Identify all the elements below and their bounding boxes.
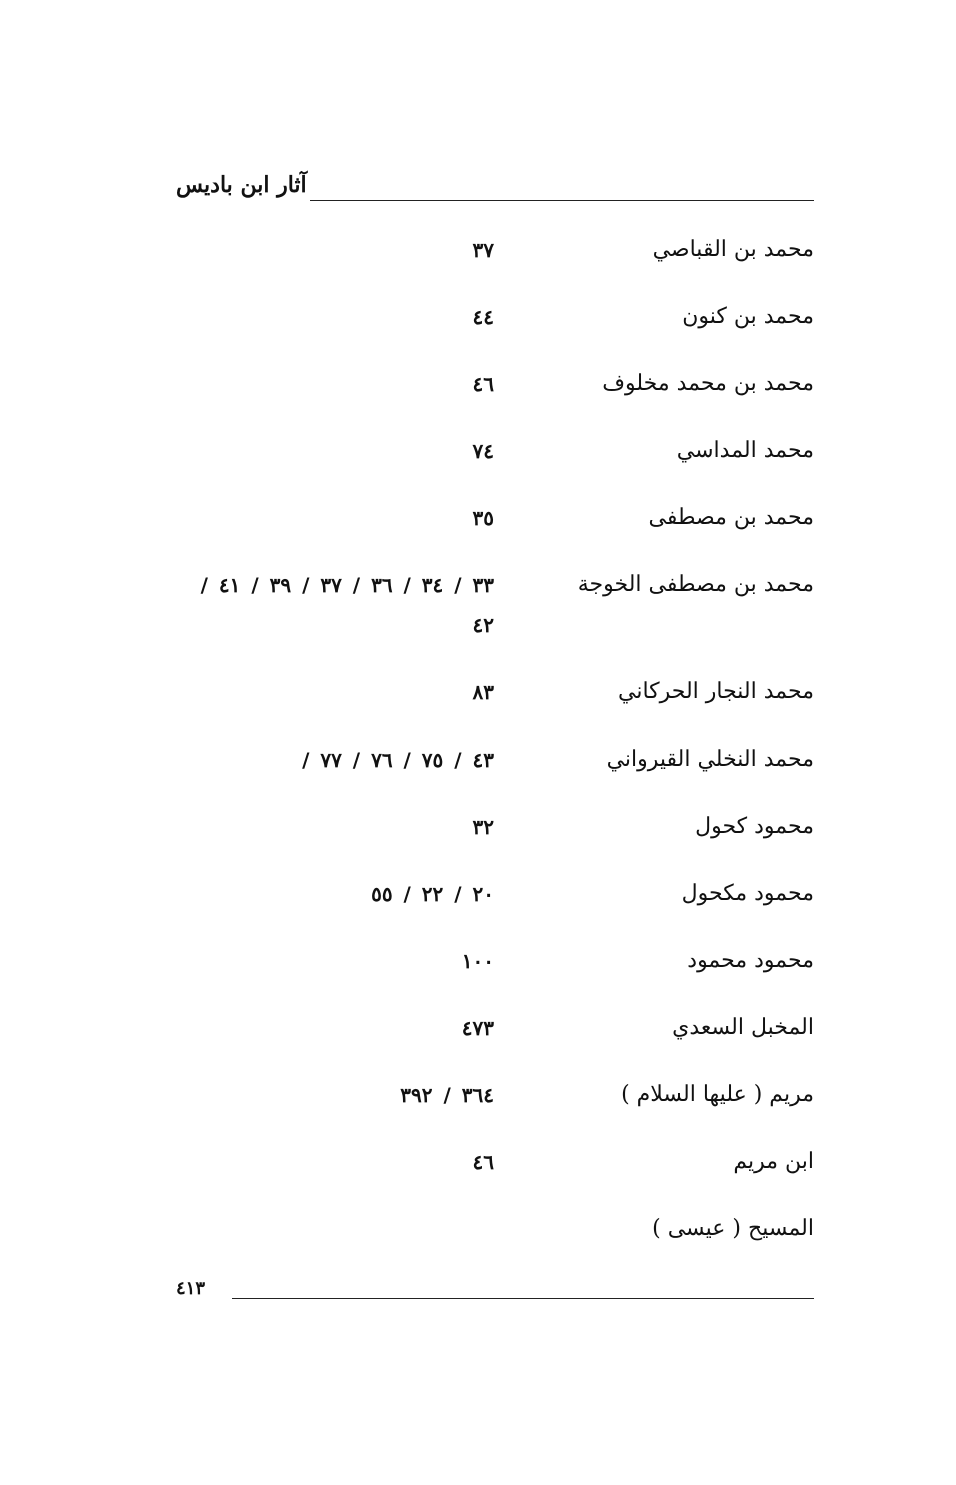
- entry-pages: ٣٦٤ / ٣٩٢: [400, 1083, 494, 1107]
- entry-name: محمود محمود: [687, 948, 814, 973]
- entry-pages: ٧٤: [472, 439, 494, 463]
- index-list: [176, 230, 814, 1259]
- index-entry: [176, 565, 814, 672]
- index-entry: [176, 740, 814, 807]
- entry-name: محمود كحول: [695, 814, 814, 839]
- entry-name: محمود مكحول: [681, 881, 814, 906]
- running-title: آثار ابن باديس: [176, 172, 307, 198]
- footer-rule: [232, 1298, 814, 1299]
- index-entry: [176, 807, 814, 874]
- index-entry: [176, 1075, 814, 1142]
- page-header: [176, 170, 814, 206]
- entry-name: ابن مريم: [733, 1149, 814, 1174]
- index-entry: [176, 364, 814, 431]
- index-entry: [176, 498, 814, 565]
- header-rule: [310, 200, 814, 201]
- entry-name: محمد المداسي: [676, 438, 814, 463]
- page-number: ٤١٣: [176, 1278, 206, 1299]
- entry-pages: ٣٧: [472, 238, 494, 262]
- entry-pages: ٤٤: [472, 305, 494, 329]
- index-entry: [176, 672, 814, 740]
- page-footer: [176, 1278, 814, 1308]
- index-entry: [176, 941, 814, 1008]
- entry-name: محمد بن مصطفى الخوجة: [577, 572, 814, 597]
- entry-name: المسيح ( عيسى ): [652, 1216, 814, 1241]
- entry-pages: ٢٠ / ٢٢ / ٥٥: [371, 882, 494, 906]
- index-entry: [176, 1008, 814, 1075]
- entry-name: مريم ( عليها السلام ): [621, 1082, 814, 1107]
- entry-pages: ١٠٠: [461, 949, 494, 973]
- index-entry: [176, 297, 814, 364]
- index-entry: [176, 1142, 814, 1209]
- entry-pages: ٣٥: [472, 506, 494, 530]
- entry-pages: ٨٣: [472, 680, 494, 704]
- index-entry: [176, 874, 814, 941]
- entry-name: محمد النجار الحركاني: [617, 679, 814, 704]
- entry-pages: ٣٢: [472, 815, 494, 839]
- entry-pages: ٤٧٣: [461, 1016, 494, 1040]
- entry-name: محمد النخلي القيرواني: [606, 747, 814, 772]
- entry-name: محمد بن كنون: [682, 304, 814, 329]
- entry-pages: ٤٣ / ٧٥ / ٧٦ / ٧٧ /: [302, 748, 494, 772]
- index-entry: [176, 230, 814, 297]
- entry-pages: ٤٦: [472, 1150, 494, 1174]
- entry-name: محمد بن مصطفى: [648, 505, 814, 530]
- entry-name: محمد بن القباصي: [652, 237, 814, 262]
- index-entry: [176, 1209, 814, 1259]
- index-entry: [176, 431, 814, 498]
- entry-pages: ٣٣ / ٣٤ / ٣٦ / ٣٧ / ٣٩ / ٤١ / ٤٢: [200, 573, 494, 637]
- entry-name: محمد بن محمد مخلوف: [602, 371, 814, 396]
- entry-name: المخبل السعدي: [672, 1015, 814, 1040]
- entry-pages: ٤٦: [472, 372, 494, 396]
